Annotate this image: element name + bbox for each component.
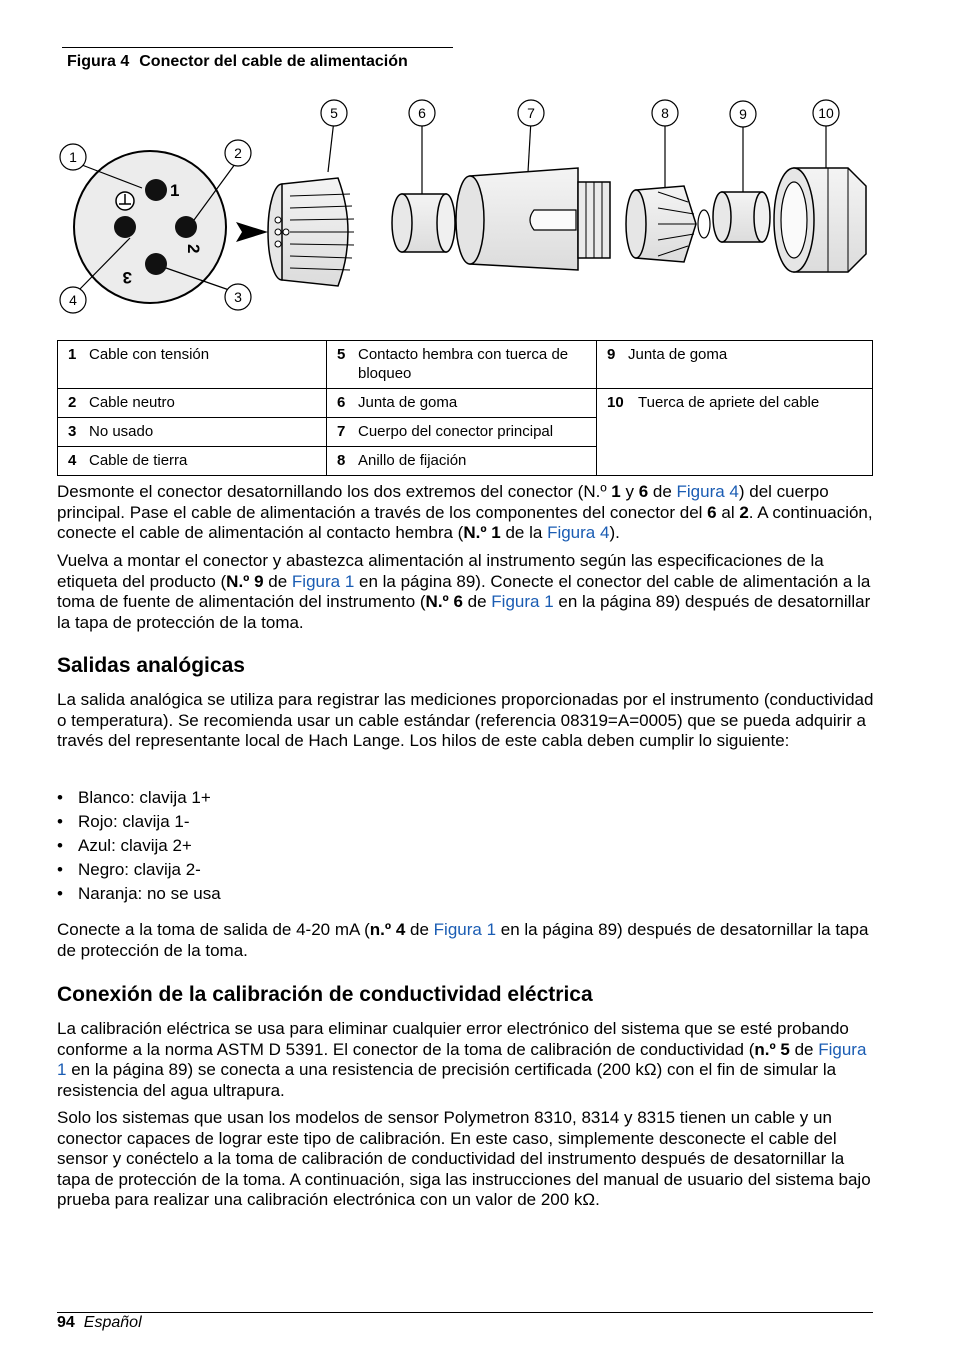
paragraph-calibration: La calibración eléctrica se usa para eliminar cualquier error electrónico del sistema que se esté probando conforme a la norma ASTM D 5391. El conector de la toma de calibración de conductividad (n.º 5 de Figura 1 en la página 89) se conecta a una resistencia de precisión certificada (200 kΩ) con el fin de simular la resistencia del agua ultrapura. (57, 1019, 867, 1100)
paragraph-polymetron: Solo los sistemas que usan los modelos de sensor Polymetron 8310, 8314 y 8315 tienen un cable y un conector capaces de lograr este tipo de calibración. En este caso, simplemente desconecte el cable del sensor y conéctelo a la toma de calibración de conductividad del instrumento después de desatornillar la tapa de protección de la toma. A continuación, siga las instrucciones del manual de usuario del sistema bajo prueba para realizar una calibración electrónica con un valor de 200 kΩ. (57, 1108, 871, 1209)
part-9-rubber-seal (713, 192, 770, 242)
figure-caption: Figura 4 Conector del cable de alimentación (67, 53, 408, 70)
legend-cell: 5 Contacto hembra con tuerca de bloqueo (327, 341, 597, 389)
svg-text:3: 3 (234, 289, 242, 305)
part-8-fixing-ring (626, 186, 710, 262)
page-number: 94 (57, 1314, 75, 1331)
heading-calibration: Conexión de la calibración de conductividad eléctrica (57, 983, 593, 1006)
legend-cell: 10 Tuerca de apriete del cable (597, 389, 873, 476)
figure-1-link[interactable]: Figura 1 (491, 592, 554, 611)
callout-1 (60, 144, 86, 170)
figure-1-link[interactable]: Figura 1 (433, 920, 497, 939)
part-6-rubber-seal (392, 194, 455, 252)
heading-analog-outputs: Salidas analógicas (57, 654, 245, 677)
svg-text:1: 1 (69, 149, 77, 165)
list-item: • Naranja: no se usa (57, 884, 221, 903)
callout-3 (225, 284, 251, 310)
connector-pin-face (74, 151, 226, 303)
paragraph-reassembly: Vuelva a montar el conector y abastezca alimentación al instrumento según las especificaciones de la etiqueta del producto (N.º 9 de Figura 1 en la página 89). Conecte el conector del cable de alimentación a la toma de fuente de alimentación del instrumento (N.º 6 de Figura 1 en la página 89) después de desatornillar la tapa de protección de la toma. (57, 551, 871, 632)
pin-1 (145, 179, 167, 201)
legend-cell: 4 Cable de tierra (58, 447, 327, 476)
legend-cell: 2 Cable neutro (58, 389, 327, 418)
earth-symbol-icon (116, 192, 134, 210)
page-footer (57, 1314, 142, 1332)
pin-label-1: 1 (170, 181, 180, 200)
paragraph-disassembly: Desmonte el conector desatornillando los dos extremos del conector (N.º 1 y 6 de Figura 4) del cuerpo principal. Pase el cable de alimentación a través de los componentes del conector del 6 al 2. A continuación, conecte el cable de alimentación al contacto hembra (N.º 1 de la Figura 4). (57, 482, 873, 542)
paragraph-output-socket: Conecte a la toma de salida de 4-20 mA (n.º 4 de Figura 1 en la página 89) después de desatornillar la tapa de protección de la toma. (57, 920, 869, 960)
connector-illustration (58, 92, 873, 324)
pin-2 (175, 216, 197, 238)
pin-label-2: 2 (184, 244, 203, 254)
list-item: • Blanco: clavija 1+ (57, 788, 211, 807)
pin-3 (145, 253, 167, 275)
list-item: • Negro: clavija 2- (57, 860, 201, 879)
part-10-tightening-nut (774, 168, 866, 272)
figure-1-link[interactable]: Figura 1 (291, 571, 355, 591)
legend-cell: 3 No usado (58, 418, 327, 447)
legend-cell: 8 Anillo de fijación (327, 447, 597, 476)
legend-cell: 9 Junta de goma (597, 341, 873, 389)
legend-cell: 7 Cuerpo del conector principal (327, 418, 597, 447)
svg-text:4: 4 (69, 292, 77, 308)
callout-7 (518, 100, 544, 126)
callout-4 (60, 287, 86, 313)
part-5-female-contact (268, 178, 354, 286)
svg-text:8: 8 (661, 105, 669, 121)
figure-4-link[interactable]: Figura 4 (676, 482, 739, 501)
part-7-main-body (456, 168, 610, 270)
pin-label-3: 3 (122, 268, 132, 287)
pin-4 (114, 216, 136, 238)
figure-4-link[interactable]: Figura 4 (547, 523, 610, 542)
footer-language: Español (83, 1314, 142, 1331)
callout-6 (409, 100, 435, 126)
callout-9 (730, 101, 756, 127)
wire-color-list (57, 788, 221, 908)
svg-text:9: 9 (739, 106, 747, 122)
footer-rule (57, 1312, 873, 1313)
paragraph-analog-output: La salida analógica se utiliza para registrar las mediciones proporcionadas por el instrumento (conductividad o temperatura). Se recomienda usar un cable estándar (referencia 08319=A=0005) que se pueda adquirir a través del representante local de Hach Lange. Los hilos de este cabla deben cumplir lo siguiente: (57, 690, 874, 750)
callout-8 (652, 100, 678, 126)
svg-text:10: 10 (818, 105, 834, 121)
figure-legend-table (57, 340, 873, 476)
svg-text:5: 5 (330, 105, 338, 121)
legend-cell: 1 Cable con tensión (58, 341, 327, 389)
svg-text:7: 7 (527, 105, 535, 121)
callout-5 (321, 100, 347, 126)
list-item: • Azul: clavija 2+ (57, 836, 192, 855)
list-item: • Rojo: clavija 1- (57, 812, 190, 831)
figure-1-link[interactable]: Figura 1 (57, 1039, 867, 1079)
arrow-icon (236, 222, 268, 242)
svg-text:2: 2 (234, 145, 242, 161)
svg-text:6: 6 (418, 105, 426, 121)
callout-2 (225, 140, 251, 166)
figure-caption-rule (62, 47, 453, 48)
callout-10 (813, 100, 839, 126)
legend-cell: 6 Junta de goma (327, 389, 597, 418)
